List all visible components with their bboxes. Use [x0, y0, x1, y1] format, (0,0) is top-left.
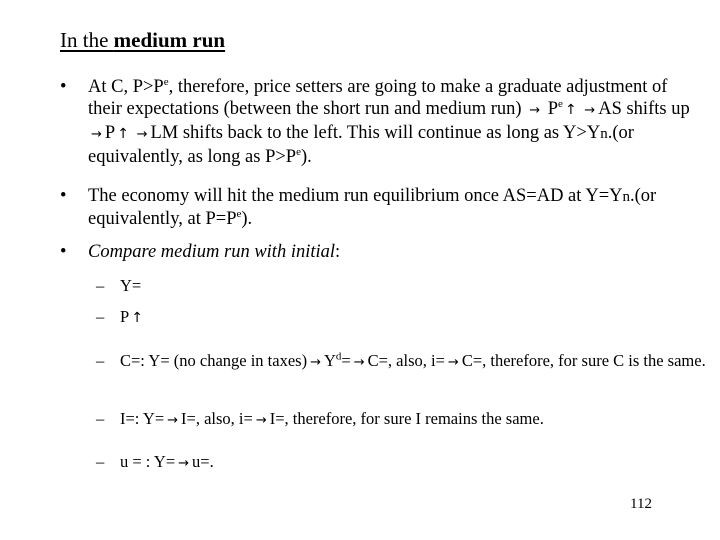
arrow-icon: → [136, 127, 148, 142]
bullet-medium-run-equilibrium: • The economy will hit the medium run equilibrium once AS=AD at Y=Yn.(or equivalently, at $P=P^e$). [60, 186, 657, 229]
arrow-icon: → [167, 413, 179, 428]
bullet-marker: • [60, 186, 67, 206]
dash-marker: – [96, 409, 105, 428]
sub-item-unemployment: – u = : Y= → u=. [96, 451, 706, 474]
arrow-icon: → [353, 355, 365, 370]
sub-item-y: – Y= [96, 276, 142, 295]
arrow-icon: → [310, 355, 321, 370]
dash-marker: – [96, 351, 105, 370]
sub-item-p: – P ↑ [96, 306, 706, 329]
slide-title: In the medium run [60, 28, 226, 52]
title-emphasis: medium run [113, 28, 226, 52]
bullet-compare: • Compare medium run with initial: [60, 242, 341, 262]
arrow-icon: → [255, 413, 267, 428]
arrow-icon: → [178, 456, 190, 471]
arrow-icon: → [447, 355, 459, 370]
page-number: 112 [630, 496, 652, 512]
arrow-icon: → [91, 127, 102, 142]
sub-item-consumption: – C=: Y= (no change in taxes) → $Y^d= \to C=$, also, i= → C=, therefore, for sure C is the same. [96, 350, 706, 373]
bullet-marker: • [60, 77, 67, 97]
bullet-medium-run-adjustment: • At C, $P>P^e$, therefore, price setters are going to make a graduate adjustment of their expectations (between the short run and medium $run) \to P^e$ ↑ → AS shifts up → P ↑ → LM shifts back to the left. This will continue as long as Y>Yn.(or equivalently, as long as $P>P^e$). [60, 75, 690, 167]
bullet-marker: • [60, 242, 67, 262]
dash-marker: – [96, 452, 105, 471]
up-arrow-icon: ↑ [117, 126, 129, 142]
up-arrow-icon: ↑ [131, 310, 143, 326]
dash-marker: – [96, 307, 105, 326]
sub-item-investment: – I=: Y= → I=, also, i= → I=, therefore, for sure I remains the same. [96, 408, 706, 431]
dash-marker: – [96, 276, 105, 295]
arrow-icon: → [584, 103, 596, 118]
up-arrow-icon: ↑ [564, 102, 577, 118]
arrow-icon: → [529, 103, 541, 118]
